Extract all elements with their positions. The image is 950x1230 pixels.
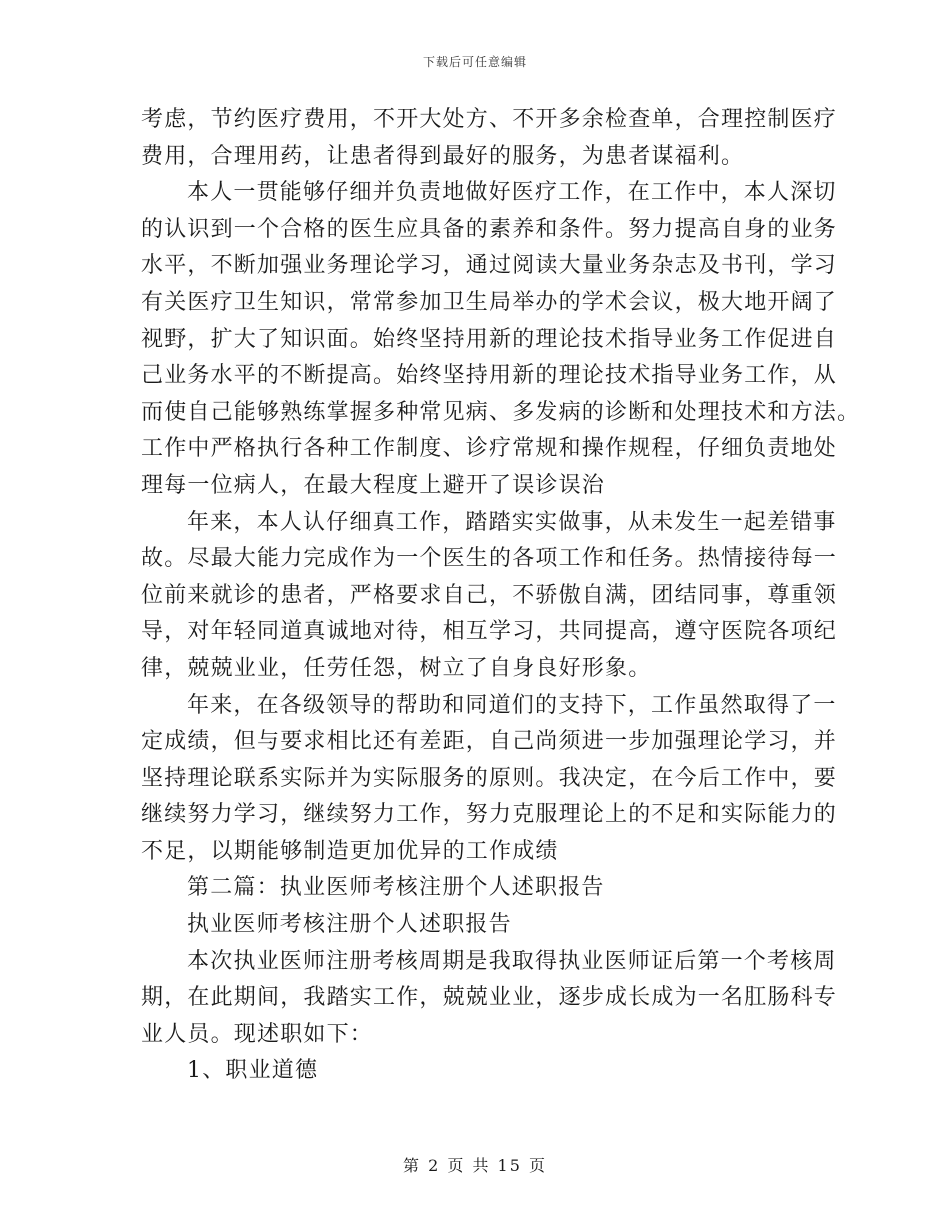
text-line: 导，对年轻同道真诚地对待，相互学习，共同提高，遵守医院各项纪	[141, 619, 838, 645]
document-body	[141, 102, 861, 1090]
text-line: 理每一位病人，在最大程度上避开了误诊误治	[141, 472, 606, 498]
text-line: 律，兢兢业业，任劳任怨，树立了自身良好形象。	[141, 655, 652, 681]
text-line: 定成绩，但与要求相比还有差距，自己尚须进一步加强理论学习，并	[141, 729, 838, 755]
text-line: 费用，合理用药，让患者得到最好的服务，为患者谋福利。	[141, 143, 745, 169]
text-line: 坚持理论联系实际并为实际服务的原则。我决定，在今后工作中，要	[141, 765, 838, 791]
text-line: 的认识到一个合格的医生应具备的素养和条件。努力提高自身的业务	[141, 216, 838, 242]
text-line: 期，在此期间，我踏实工作，兢兢业业，逐步成长成为一名肛肠科专	[141, 985, 838, 1011]
paragraph-start-line: 本次执业医师注册考核周期是我取得执业医师证后第一个考核周	[187, 948, 837, 974]
text-line: 己业务水平的不断提高。始终坚持用新的理论技术指导业务工作，从	[141, 363, 838, 389]
text-line: 位前来就诊的患者，严格要求自己，不骄傲自满，团结同事，尊重领	[141, 582, 838, 608]
list-item-heading: 1、职业道德	[187, 1058, 319, 1084]
text-line: 工作中严格执行各种工作制度、诊疗常规和操作规程，仔细负责地处	[141, 436, 838, 462]
paragraph-start-line: 本人一贯能够仔细并负责地做好医疗工作，在工作中，本人深切	[187, 180, 837, 206]
text-line: 业人员。现述职如下：	[141, 1021, 374, 1047]
text-line: 而使自己能够熟练掌握多种常见病、多发病的诊断和处理技术和方法。	[141, 399, 861, 425]
text-line: 不足，以期能够制造更加优异的工作成绩	[141, 838, 559, 864]
text-line: 有关医疗卫生知识，常常参加卫生局举办的学术会议，极大地开阔了	[141, 289, 838, 315]
page-header: 下载后可任意编辑	[422, 55, 527, 69]
text-line: 考虑，节约医疗费用，不开大处方、不开多余检查单，合理控制医疗	[141, 107, 838, 132]
text-line: 故。尽最大能力完成作为一个医生的各项工作和任务。热情接待每一	[141, 546, 838, 572]
text-line: 水平，不断加强业务理论学习，通过阅读大量业务杂志及书刊，学习	[141, 253, 838, 279]
text-line: 继续努力学习，继续努力工作，努力克服理论上的不足和实际能力的	[141, 802, 838, 828]
report-title: 执业医师考核注册个人述职报告	[187, 912, 512, 938]
paragraph-start-line: 年来，在各级领导的帮助和同道们的支持下，工作虽然取得了一	[187, 692, 837, 718]
paragraph-start-line: 年来，本人认仔细真工作，踏踏实实做事，从未发生一起差错事	[187, 509, 837, 535]
text-line: 视野，扩大了知识面。始终坚持用新的理论技术指导业务工作促进自	[141, 326, 838, 352]
page-number: 第 2 页 共 15 页	[403, 1156, 547, 1175]
section-heading: 第二篇：执业医师考核注册个人述职报告	[187, 875, 605, 901]
